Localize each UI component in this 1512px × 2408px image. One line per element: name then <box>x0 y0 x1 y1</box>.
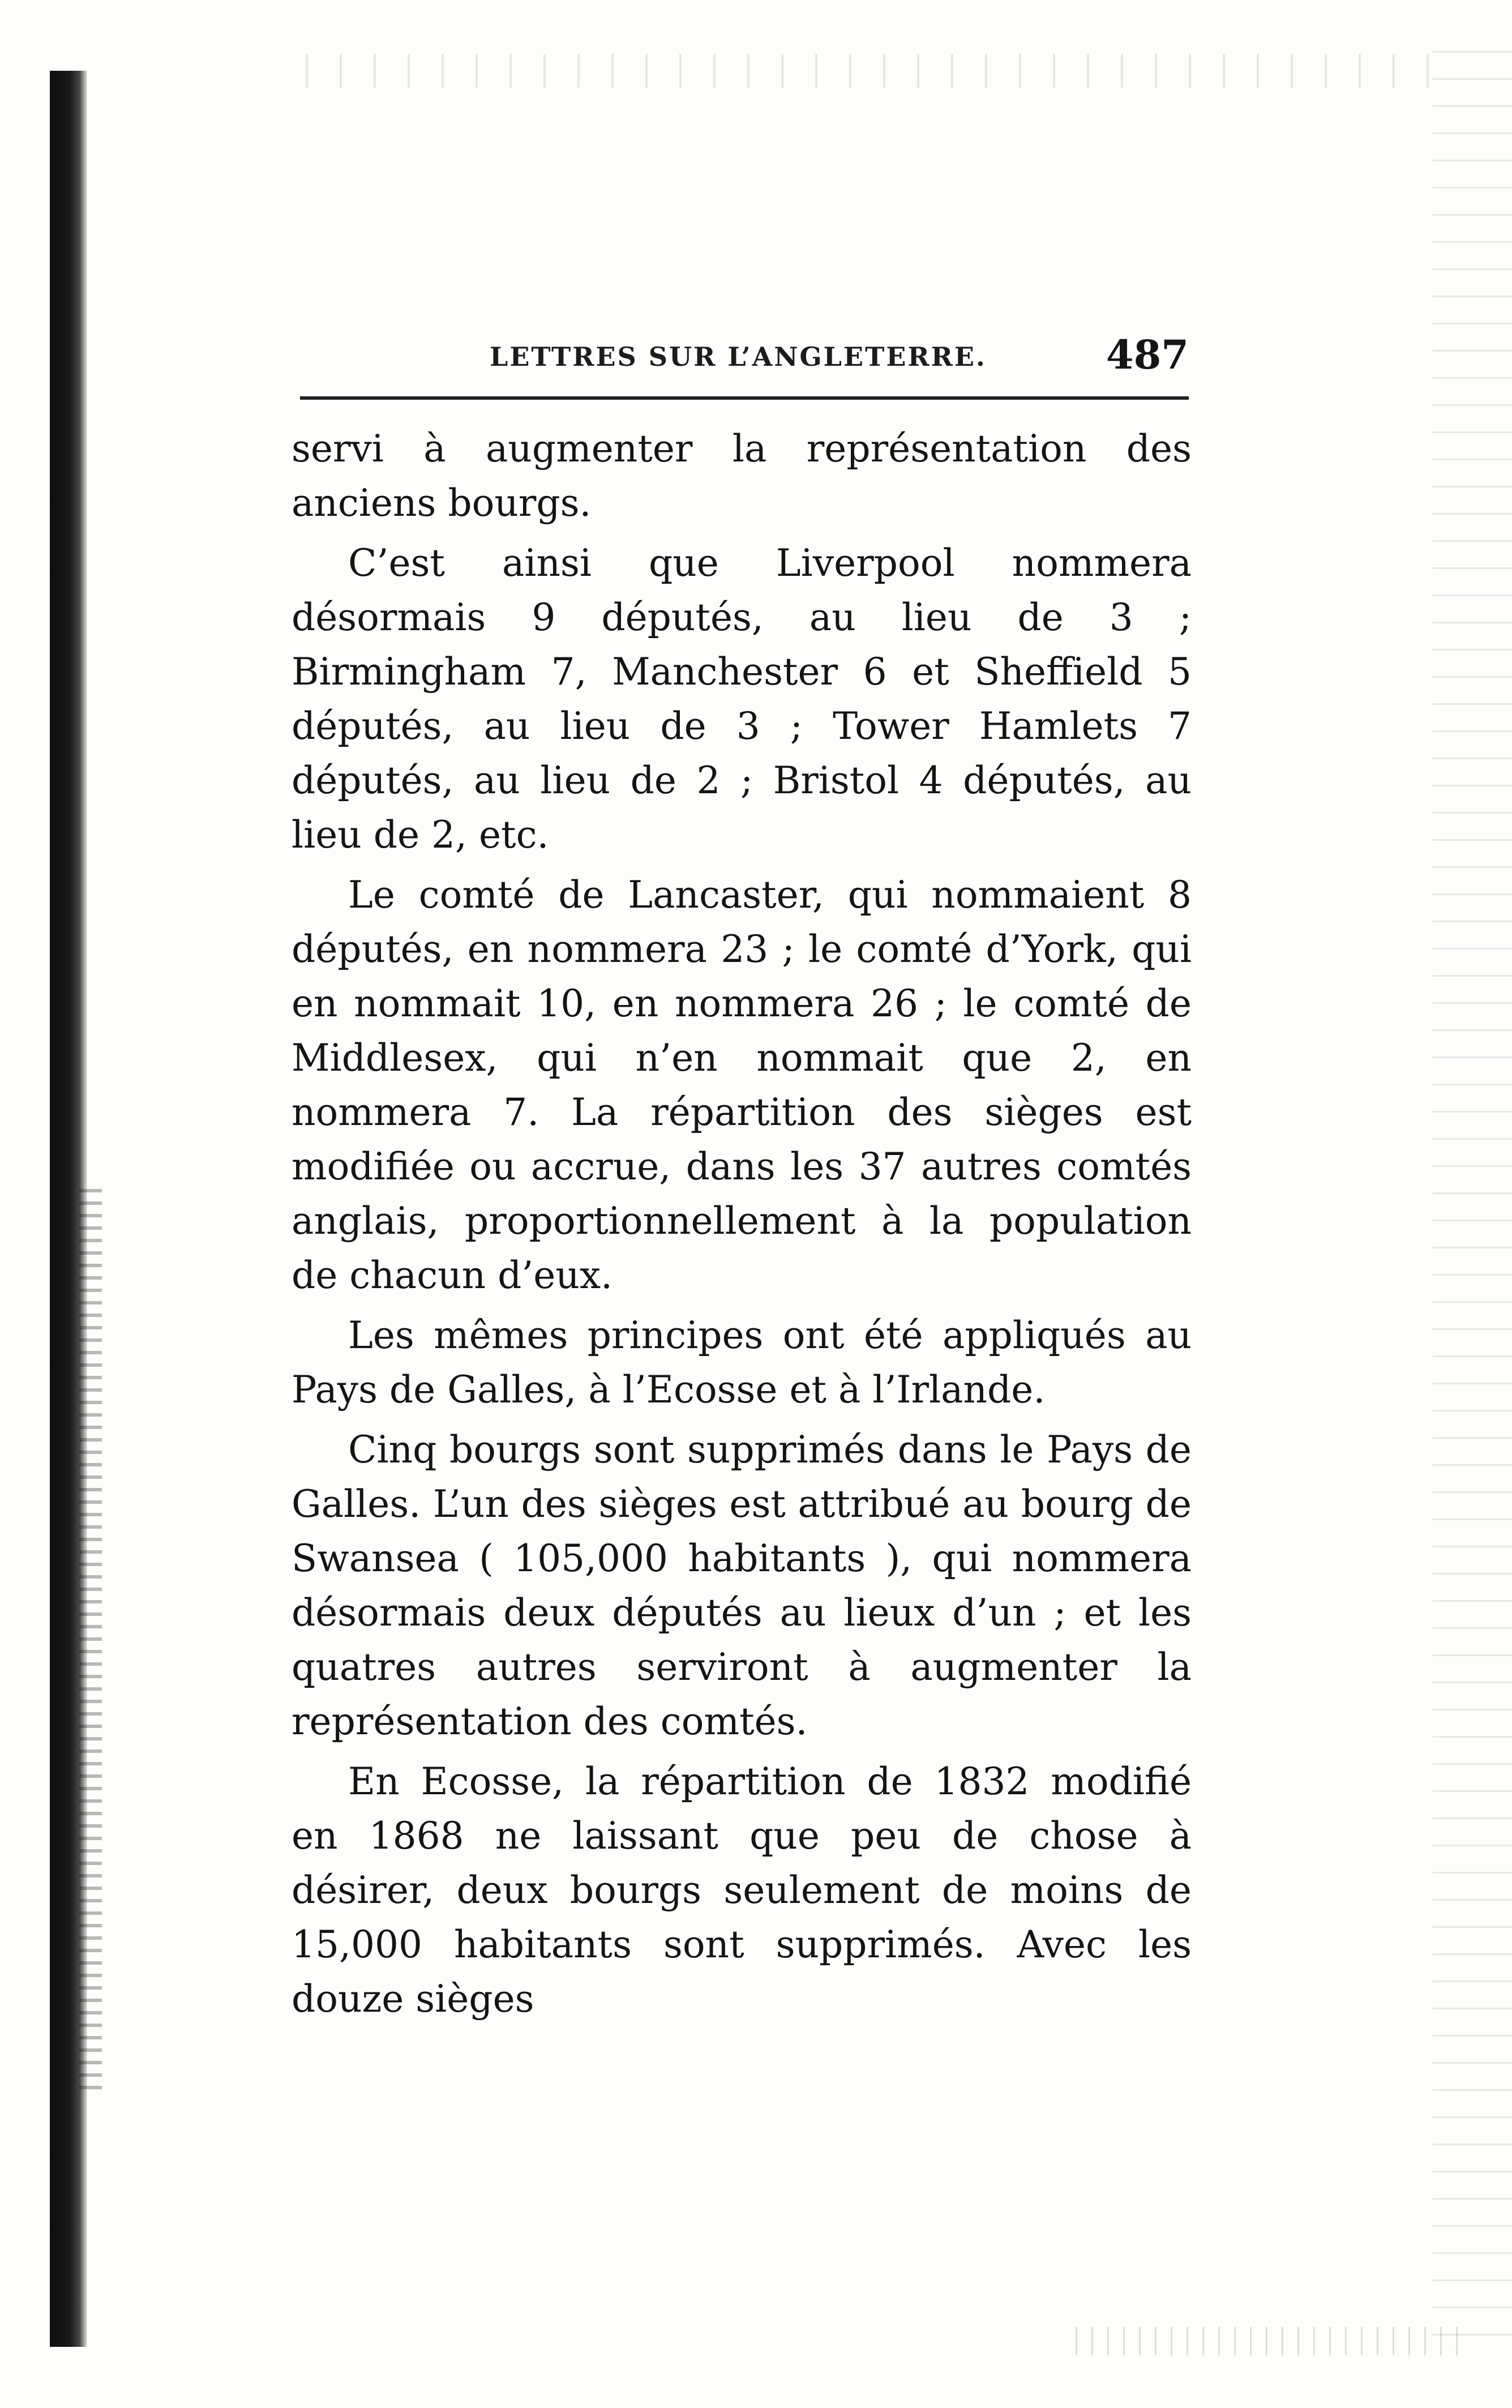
scan-noise-top <box>306 54 1449 88</box>
header-rule <box>300 396 1189 400</box>
paragraph: servi à augmenter la représentation des anciens bourgs. <box>292 427 1192 525</box>
page-number: 487 <box>1106 331 1189 378</box>
scan-specks-left <box>79 1189 102 2095</box>
paragraph: Le comté de Lancaster, qui nommaient 8 députés, en nommera 23 ; le comté d’York, qui en nommait 10, en nommera 26 ; le comté de Middlesex, qui n’en nommait que 2, en nommera 7. La répartition des sièges est modifiée ou accrue, dans les 37 autres comtés anglais, proportionnellement à la population de chacun d’eux. <box>292 873 1192 1297</box>
paragraph: C’est ainsi que Liverpool nommera désormais 9 députés, au lieu de 3 ; Birmingham 7, Manchester 6 et Sheffield 5 députés, au lieu de 3 ; Tower Hamlets 7 députés, au lieu de 2 ; Bristol 4 députés, au lieu de 2, etc. <box>292 541 1192 857</box>
running-head <box>300 331 1189 377</box>
paragraph: Les mêmes principes ont été appliqués au Pays de Galles, à l’Ecosse et à l’Irlande. <box>292 1314 1192 1412</box>
running-title: LETTRES SUR L’ANGLETERRE. <box>490 341 987 372</box>
scan-noise-right <box>1433 51 1512 2361</box>
body-text <box>292 422 1192 2032</box>
paragraph: En Ecosse, la répartition de 1832 modifié en 1868 ne laissant que peu de chose à désirer, deux bourgs seulement de moins de 15,000 habitants sont supprimés. Avec les douze sièges <box>292 1760 1192 2021</box>
paragraph: Cinq bourgs sont supprimés dans le Pays de Galles. L’un des sièges est attribué au bourg de Swansea ( 105,000 habitants ), qui nommera désormais deux députés au lieux d’un ; et les quatres autres serviront à augmenter la représentation des comtés. <box>292 1428 1192 1743</box>
scan-noise-bottom <box>1076 2327 1472 2355</box>
